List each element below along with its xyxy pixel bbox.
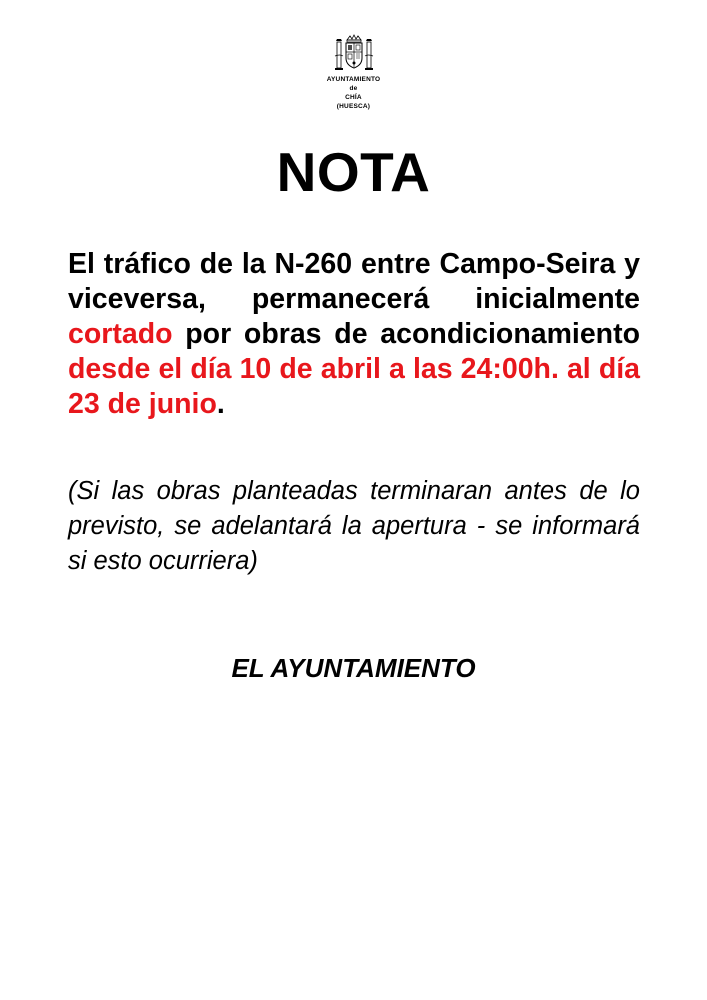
notice-highlight-dates: desde el día 10 de abril a las 24:00h. al día 23 de junio [68, 353, 640, 420]
org-province: (HUESCA) [336, 103, 371, 110]
org-connector: de [349, 85, 358, 92]
notice-remark: (Si las obras planteadas terminaran antes de lo previsto, se adelantará la apertura - se informará si esto ocurriera) [68, 477, 640, 575]
notice-end: . [216, 388, 225, 420]
notice-text-2: por obras de acondicionamiento [172, 318, 640, 350]
notice-highlight-closure: cortado [68, 318, 173, 350]
page-title: NOTA [276, 141, 431, 203]
notice-body [68, 247, 640, 422]
org-town: CHÍA [345, 94, 362, 101]
letterhead [0, 34, 707, 111]
notice-text-1: El tráfico de la N-260 entre Campo-Seira y viceversa, permanecerá inicialmente [68, 248, 640, 315]
signature: EL AYUNTAMIENTO [231, 653, 476, 683]
coat-of-arms-icon [332, 34, 376, 74]
org-name: AYUNTAMIENTO [326, 76, 381, 83]
